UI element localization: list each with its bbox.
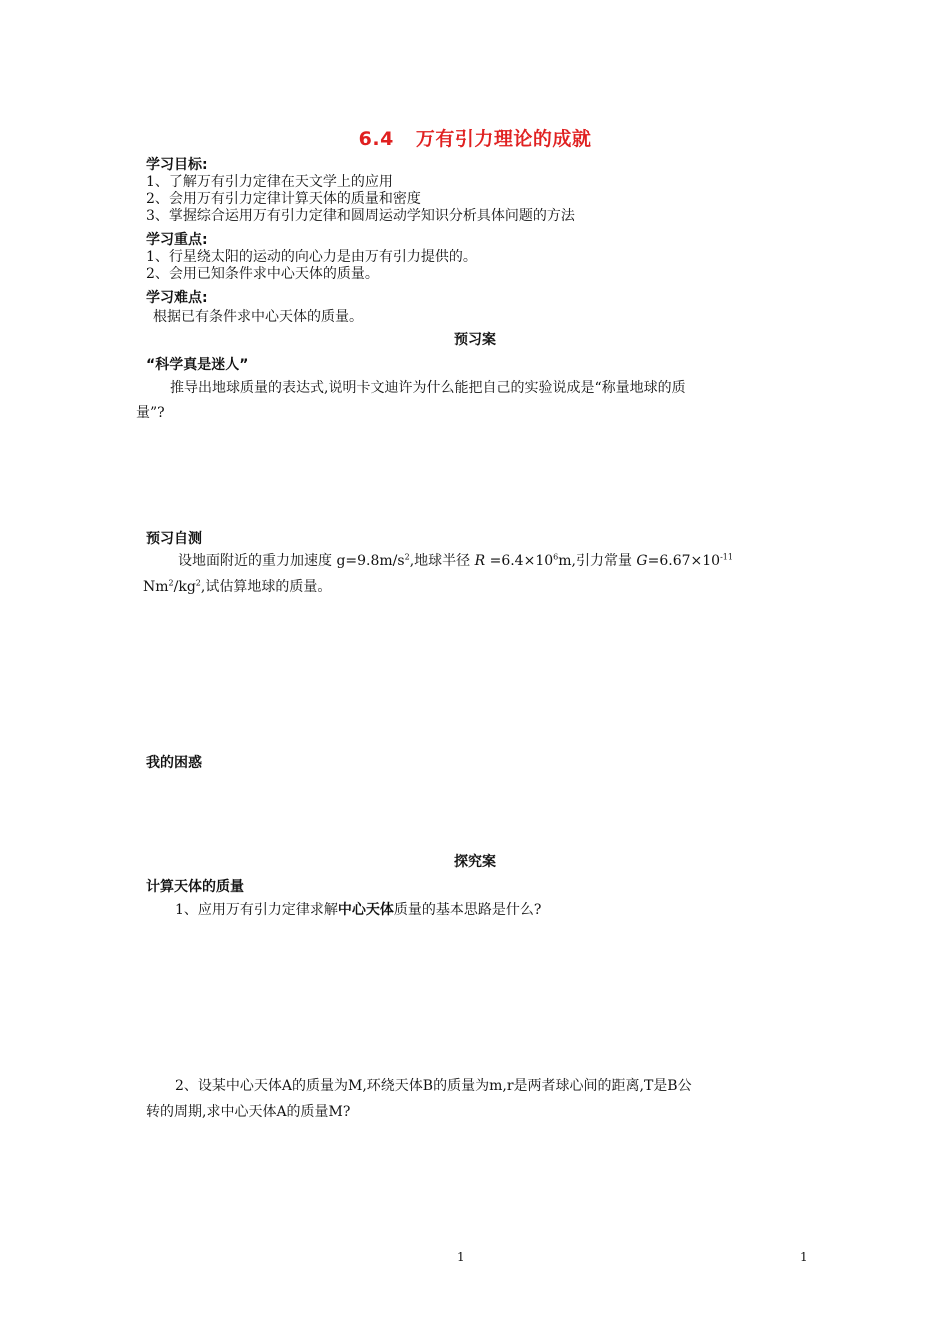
- explore-heading: 探究案: [454, 854, 496, 870]
- preview-question-line1: 推导出地球质量的表达式,说明卡文迪许为什么能把自己的实验说成是“称量地球的质: [170, 380, 686, 396]
- objectives-heading: 学习目标:: [146, 157, 208, 173]
- preview-quote: “科学真是迷人”: [146, 357, 249, 373]
- self-test-line2: $Nm^2/kg^2$,试估算地球的质量。: [143, 578, 332, 595]
- self-test-heading: 预习自测: [146, 531, 202, 547]
- explore-question-1: 1、应用万有引力定律求解中心天体质量的基本思路是什么?: [175, 902, 542, 918]
- explore-subheading: 计算天体的质量: [146, 879, 244, 895]
- confusion-heading: 我的困惑: [146, 755, 202, 771]
- key-point-item: 2、会用已知条件求中心天体的质量。: [146, 266, 379, 282]
- key-points-heading: 学习重点:: [146, 232, 208, 248]
- key-point-item: 1、行星绕太阳的运动的向心力是由万有引力提供的。: [146, 249, 477, 265]
- difficulties-text: 根据已有条件求中心天体的质量。: [153, 309, 363, 325]
- objective-item: 2、会用万有引力定律计算天体的质量和密度: [146, 191, 421, 207]
- self-test-line1: 设地面附近的重力加速度 $g=9.8m/s^2$,地球半径 $R =6.4\times 10^6m$,引力常量 $G=6.67\times 10^{-11}$: [178, 552, 733, 569]
- section-title: 万有引力理论的成就: [415, 128, 592, 150]
- preview-question-line2: 量”?: [136, 405, 165, 421]
- page-number-left: 1: [457, 1250, 465, 1264]
- objective-item: 3、掌握综合运用万有引力定律和圆周运动学知识分析具体问题的方法: [146, 208, 575, 224]
- difficulties-heading: 学习难点:: [146, 290, 208, 306]
- explore-question-2-line1: 2、设某中心天体A的质量为M,环绕天体B的质量为m,r是两者球心间的距离,T是B公: [175, 1078, 692, 1094]
- page-number-right: 1: [800, 1250, 808, 1264]
- page-title: [0, 124, 950, 151]
- objective-item: 1、了解万有引力定律在天文学上的应用: [146, 174, 393, 190]
- explore-question-2-line2: 转的周期,求中心天体A的质量M?: [146, 1104, 351, 1120]
- preview-heading: 预习案: [454, 332, 496, 348]
- section-number: 6.4: [358, 128, 394, 150]
